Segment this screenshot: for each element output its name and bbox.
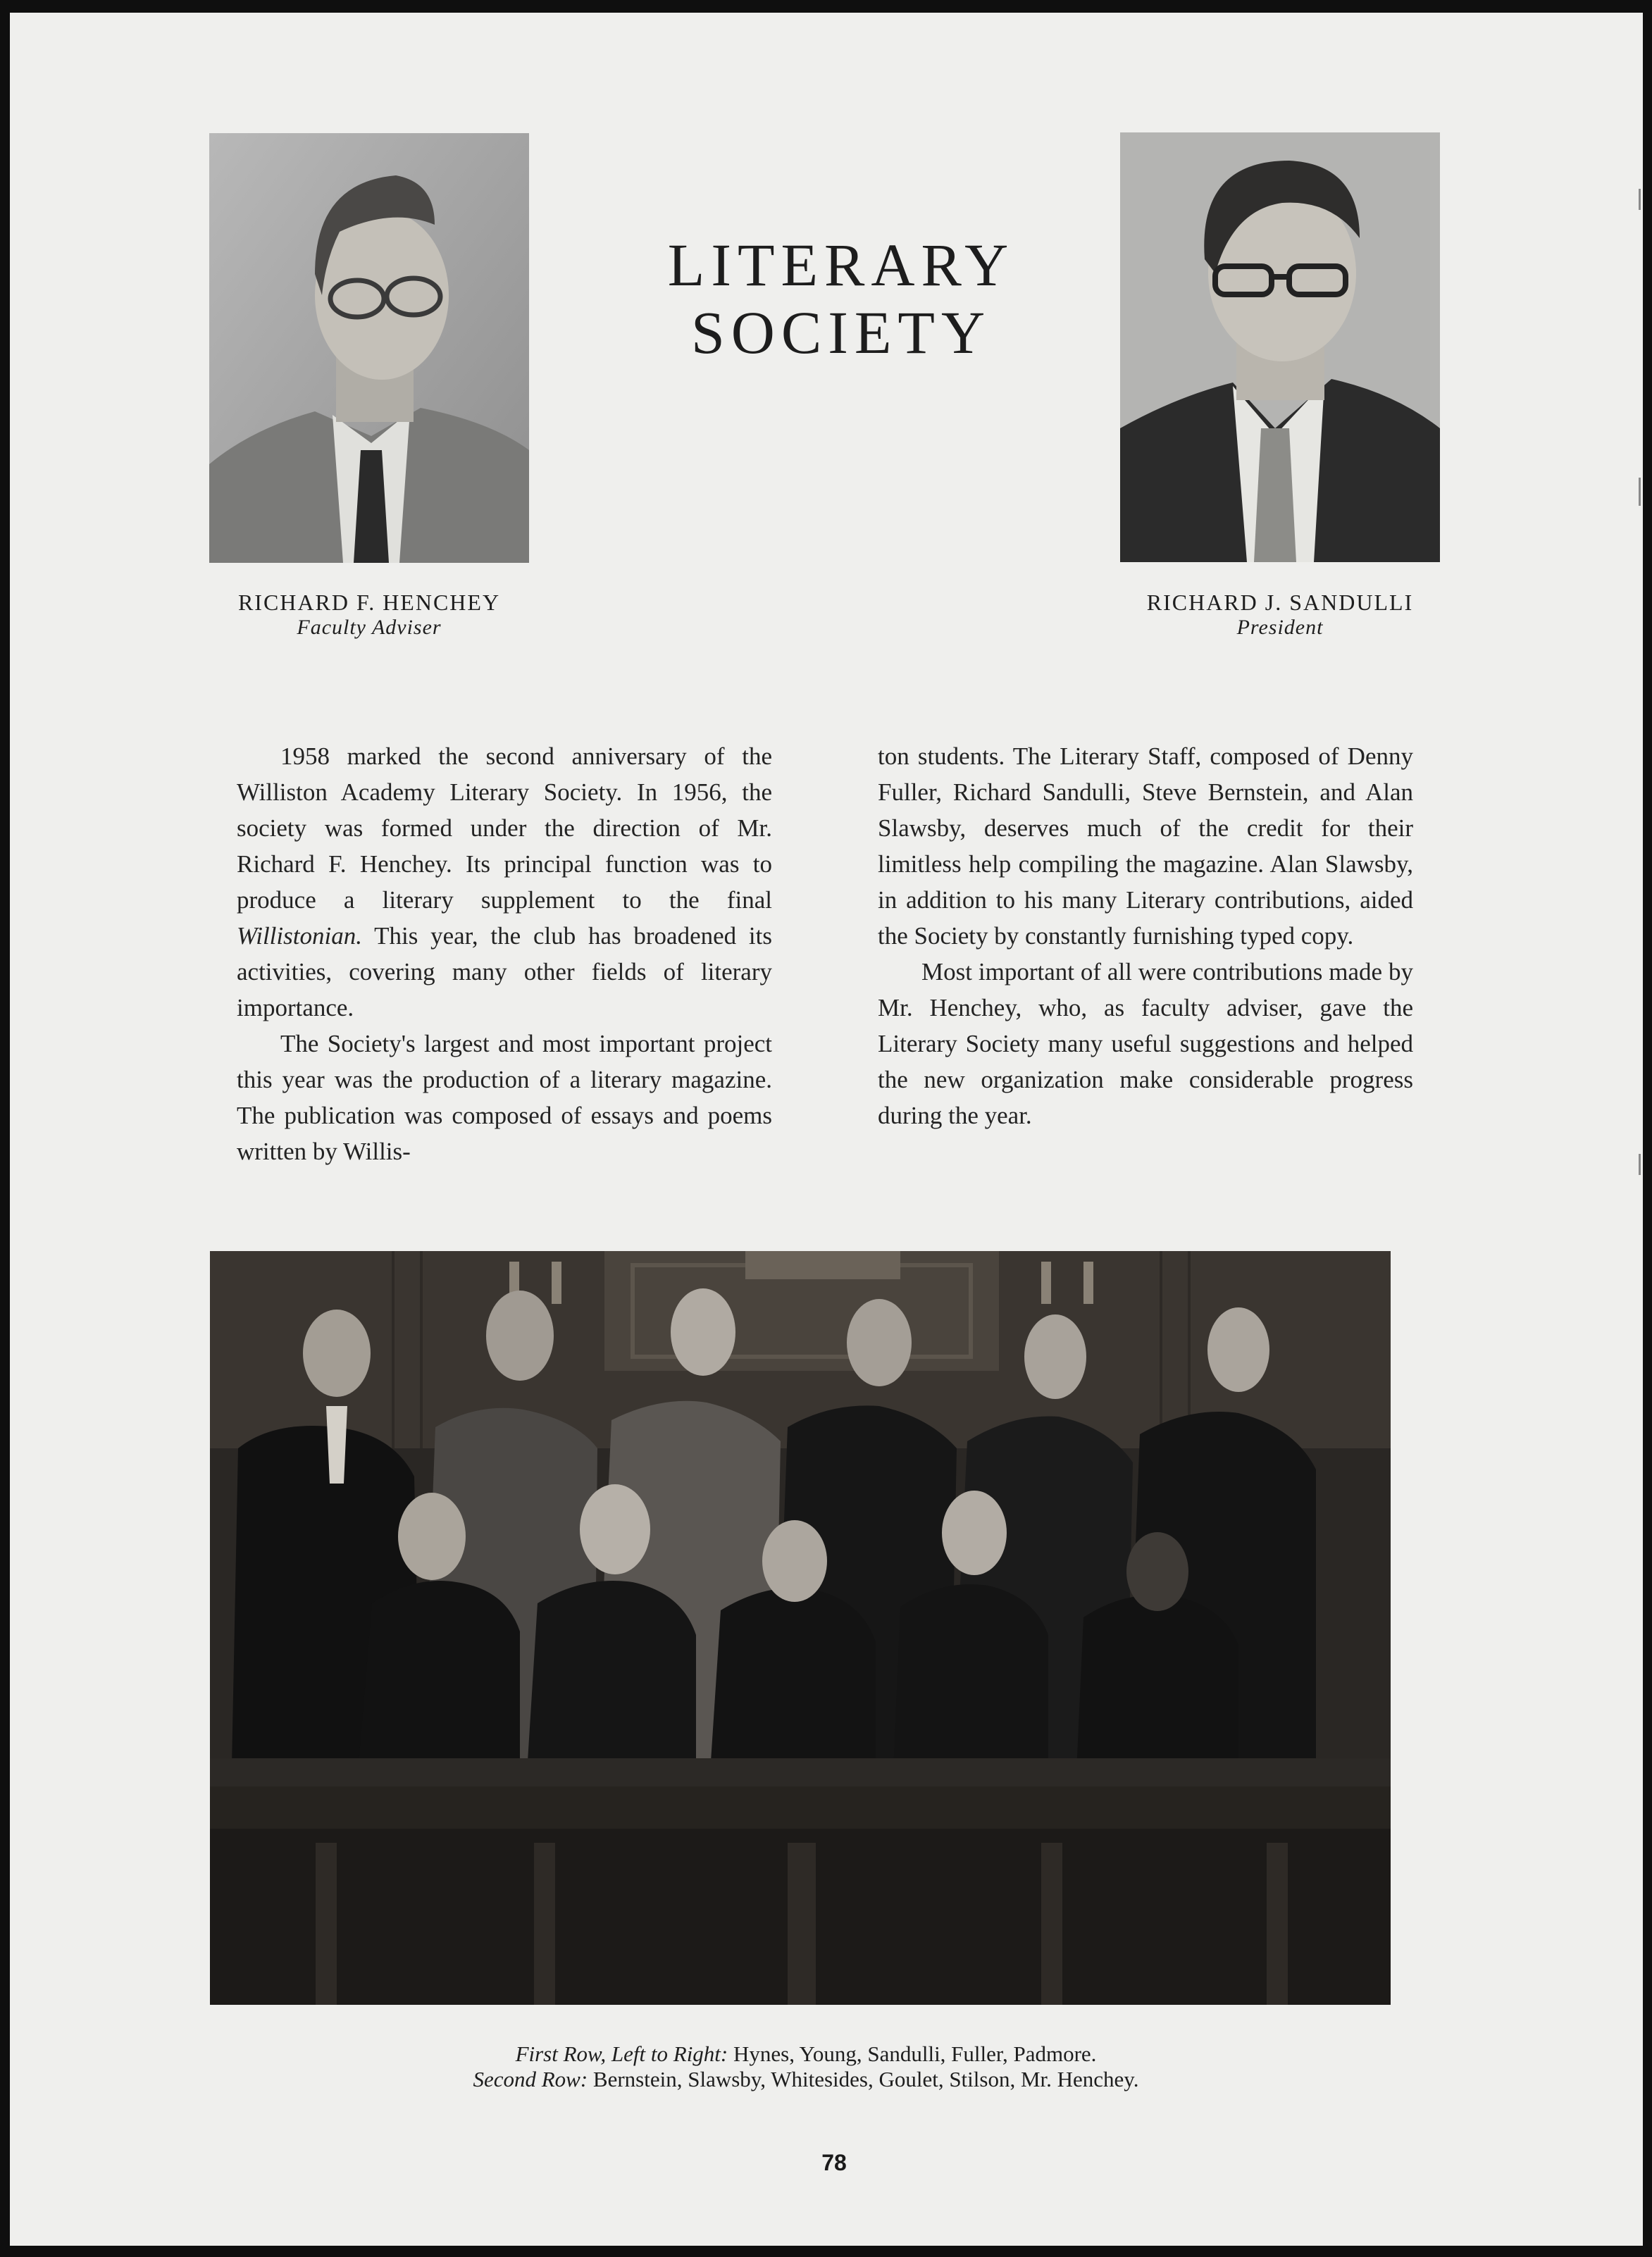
- title-line-1: LITERARY: [667, 231, 1015, 299]
- portrait-name: RICHARD J. SANDULLI: [1146, 590, 1414, 615]
- publication-name: Willistonian.: [237, 922, 362, 950]
- group-photo-image: [210, 1251, 1391, 2005]
- portrait-photo-sandulli: [1120, 132, 1440, 562]
- body-column-left: [237, 738, 772, 1169]
- scan-edge-mark: [1639, 189, 1641, 210]
- caption-row-2: [221, 2067, 1391, 2092]
- caption-row-label: Second Row:: [473, 2067, 588, 2091]
- portrait-henchey-image: [209, 133, 529, 563]
- portrait-photo-henchey: [209, 133, 529, 563]
- portrait-caption-sandulli: [1106, 589, 1454, 640]
- portrait-role: President: [1236, 616, 1324, 639]
- body-text: 1958 marked the second anniversary of the Williston Academy Literary Society. In 1956, the society was formed under the direction of Mr. Richard F. Henchey. Its principal function was to produce a literary supplement to the final: [237, 742, 772, 914]
- portrait-role: Faculty Adviser: [297, 616, 442, 639]
- body-column-right: [878, 738, 1413, 1133]
- body-paragraph: The Society's largest and most important project this year was the production of a literary magazine. The publication was composed of essays and poems written by Willis-: [237, 1030, 772, 1165]
- caption-row-names: Bernstein, Slawsby, Whitesides, Goulet, Stilson, Mr. Henchey.: [592, 2067, 1139, 2091]
- caption-row-1: [221, 2041, 1391, 2067]
- body-paragraph: Most important of all were contributions made by Mr. Henchey, who, as faculty adviser, gave the Literary Society many useful suggestions and helped the new organization make considerable progress during the year.: [878, 958, 1413, 1129]
- yearbook-page: [10, 13, 1643, 2246]
- group-photo: [210, 1251, 1391, 2005]
- page-number: 78: [821, 2150, 847, 2175]
- portrait-caption-henchey: [209, 589, 529, 640]
- caption-row-label: First Row, Left to Right:: [515, 2041, 728, 2066]
- portrait-sandulli-image: [1120, 132, 1440, 562]
- body-paragraph: [237, 738, 772, 1026]
- body-paragraph: ton students. The Literary Staff, composed of Denny Fuller, Richard Sandulli, Steve Bernstein, and Alan Slawsby, deserves much of the credit for their limitless help compiling the magazine. Alan Slawsby, in addition to his many Literary contributions, aided the Society by constantly furnishing typed copy.: [878, 742, 1413, 950]
- scan-edge-mark: [1639, 478, 1641, 506]
- caption-row-names: Hynes, Young, Sandulli, Fuller, Padmore.: [733, 2041, 1097, 2066]
- page-title: [545, 231, 1137, 366]
- group-photo-caption: [221, 2041, 1391, 2092]
- title-line-2: SOCIETY: [690, 299, 992, 366]
- portrait-name: RICHARD F. HENCHEY: [237, 590, 501, 615]
- body-text: This year, the club has broadened its activities, covering many other fields of literary importance.: [237, 922, 772, 1021]
- scan-edge-mark: [1639, 1154, 1641, 1175]
